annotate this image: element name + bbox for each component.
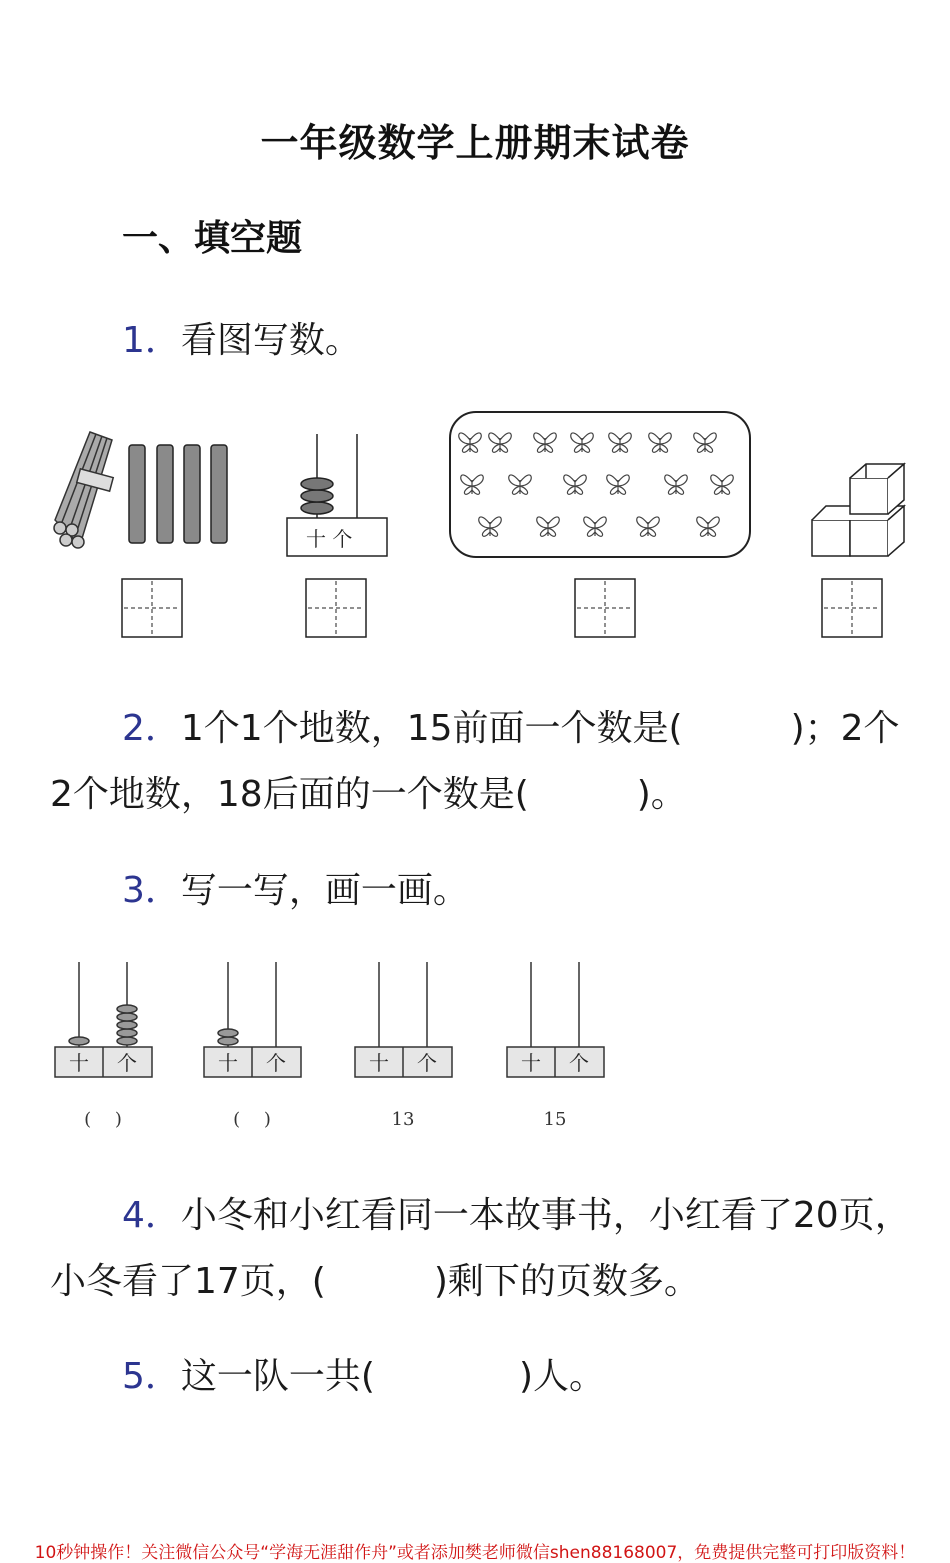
question-4-line2: 小冬看了17页，( )剩下的页数多。: [50, 1261, 700, 1302]
abacus-caption: 13: [391, 1109, 415, 1130]
answer-box[interactable]: [822, 579, 882, 637]
tens-label: 十: [521, 1051, 541, 1075]
cubes-image: [812, 464, 904, 556]
answer-box[interactable]: [575, 579, 635, 637]
bead: [117, 1013, 137, 1021]
answer-box[interactable]: [306, 579, 366, 637]
bead: [218, 1037, 238, 1045]
question-2: [122, 700, 900, 751]
single-sticks-image: [129, 445, 227, 543]
bead: [69, 1037, 89, 1045]
question-3: [122, 862, 469, 913]
question-text: 这一队一共( )人。: [180, 1356, 605, 1397]
question-text-line1: 1个1个地数，15前面一个数是( )；2个: [180, 708, 900, 749]
ones-label: 个: [569, 1051, 589, 1075]
abacus-caption: 15: [543, 1109, 567, 1130]
ones-label: 个: [266, 1051, 286, 1075]
abacus-place-labels: 十 个: [306, 527, 353, 551]
butterflies-image: [450, 412, 750, 557]
question-4: [122, 1187, 911, 1238]
bead: [117, 1021, 137, 1029]
stick-bundle-image: [54, 432, 113, 548]
abacus-caption: ( ): [84, 1109, 122, 1130]
footer-notice: 10秒钟操作！关注微信公众号“学海无涯甜作舟”或者添加樊老师微信shen88168007，免费提供完整可打印版资料！: [34, 1543, 916, 1563]
abacus-caption: ( ): [233, 1109, 271, 1130]
question-text: 写一写，画一画。: [180, 870, 469, 911]
bead: [117, 1005, 137, 1013]
question-5: [122, 1348, 605, 1399]
tens-label: 十: [369, 1051, 389, 1075]
question-number: 2．: [122, 708, 181, 749]
bead: [218, 1029, 238, 1037]
ones-label: 个: [417, 1051, 437, 1075]
question-number: 3．: [122, 870, 181, 911]
question-number: 4．: [122, 1195, 181, 1236]
section-heading: 一、填空题: [122, 218, 303, 259]
bead: [117, 1037, 137, 1045]
question-number: 5．: [122, 1356, 181, 1397]
ones-label: 个: [117, 1051, 137, 1075]
bead: [117, 1029, 137, 1037]
question-text: 看图写数。: [180, 320, 361, 361]
page-title: 一年级数学上册期末试卷: [260, 121, 690, 165]
question-number: 1．: [122, 320, 181, 361]
question-2-line2: 2个地数，18后面的一个数是( )。: [50, 774, 687, 815]
tens-label: 十: [218, 1051, 238, 1075]
answer-box[interactable]: [122, 579, 182, 637]
question-text-line1: 小冬和小红看同一本故事书，小红看了20页，: [180, 1195, 911, 1236]
tens-label: 十: [69, 1051, 89, 1075]
